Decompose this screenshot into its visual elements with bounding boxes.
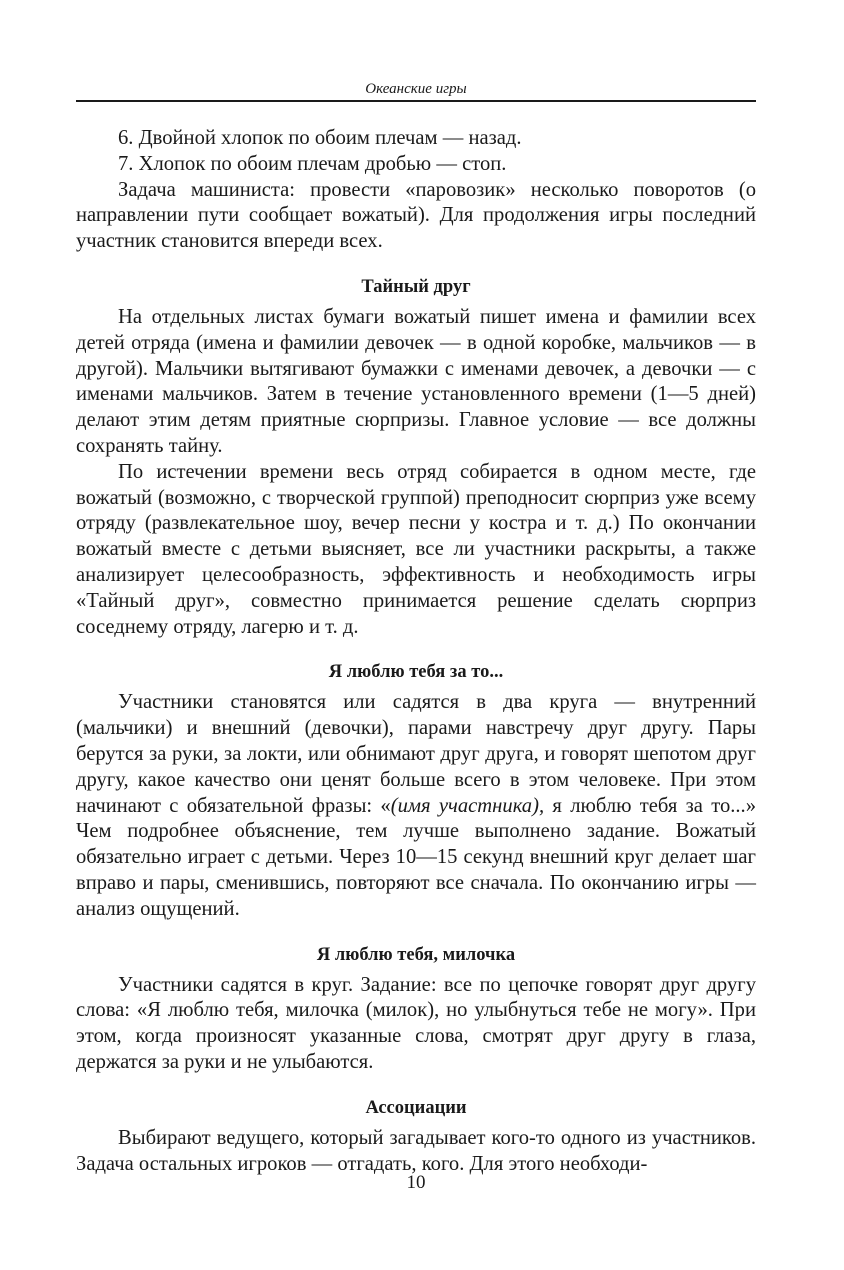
section-title-love-you-for: Я люблю тебя за то... xyxy=(328,662,504,683)
secret-friend-paragraph-1: На отдельных листах бумаги вожатый пишет имена и фамилии всех детей отряда (имена и фамилии девочек — в одной коробке, мальчиков — в другой). Мальчики вытягивают бумажки с именами девочек, а девочки — с именами мальчиков. Затем в течение установленного времени (1—5 дней) делают этим детям приятные сюрпризы. Главное условие — все должны сохранять тайну. xyxy=(76,305,756,457)
header-rule xyxy=(76,100,756,102)
secret-friend-paragraph-2: По истечении времени весь отряд собирается в одном месте, где вожатый (возможно, с творческой группой) преподносит сюрприз уже всему отряду (развлекательное шоу, вечер песни у костра и т. д.) По окончании вожатый вместе с детьми выясняет, все ли участники раскрыты, а также анализирует целесообразность, эффективность и необходимость игры «Тайный друг», совместно принимается решение сделать сюрприз соседнему отряду, лагерю и т. д. xyxy=(76,460,756,638)
list-item-7: 7. Хлопок по обоим плечам дробью — стоп. xyxy=(118,152,507,175)
page-number: 10 xyxy=(406,1172,426,1193)
section-title-associations: Ассоциации xyxy=(365,1097,467,1118)
list-item-6: 6. Двойной хлопок по обоим плечам — назад. xyxy=(118,127,522,149)
page-body xyxy=(76,126,756,1177)
associations-paragraph: Выбирают ведущего, который загадывает кого-то одного из участников. Задача остальных игроков — отгадать, кого. Для этого необходи- xyxy=(76,1126,756,1175)
love-you-for-text-end: я люблю тебя за то...» Чем подробнее объяснение, тем лучше выполнено задание. Вожатый обязательно играет с детьми. Через 10—15 секунд внешний круг делает шаг вправо и пары, сменившись, повторяют все сначала. По окончанию игры — анализ ощущений. xyxy=(76,794,757,920)
love-you-for-paragraph xyxy=(76,690,756,922)
love-you-for-text-start: Участники становятся или садятся в два круга — внутренний (мальчики) и внешний (девочки), парами навстречу друг другу. Пары берутся за руки, за локти, или обнимают друг друга, и говорят шепотом друг другу, какое качество они ценят больше всего в этом человеке. При этом начинают с обязательной фразы: « xyxy=(76,691,756,817)
love-you-dear-paragraph: Участники садятся в круг. Задание: все по цепочке говорят друг другу слова: «Я люблю тебя, милочка (милок), но улыбнуться тебе не могу». При этом, когда произносят указанные слова, смотрят друг другу в глаза, держатся за руки и не улыбаются. xyxy=(76,973,756,1073)
running-header: Океанские игры xyxy=(365,81,467,97)
section-title-secret-friend: Тайный друг xyxy=(361,276,471,297)
section-title-love-you-dear: Я люблю тебя, милочка xyxy=(316,944,516,965)
intro-paragraph: Задача машиниста: провести «паровозик» несколько поворотов (о направлении пути сообщает вожатый). Для продолжения игры последний участник становится впереди всех. xyxy=(76,178,756,253)
participant-name-placeholder: (имя участника), xyxy=(390,794,545,817)
